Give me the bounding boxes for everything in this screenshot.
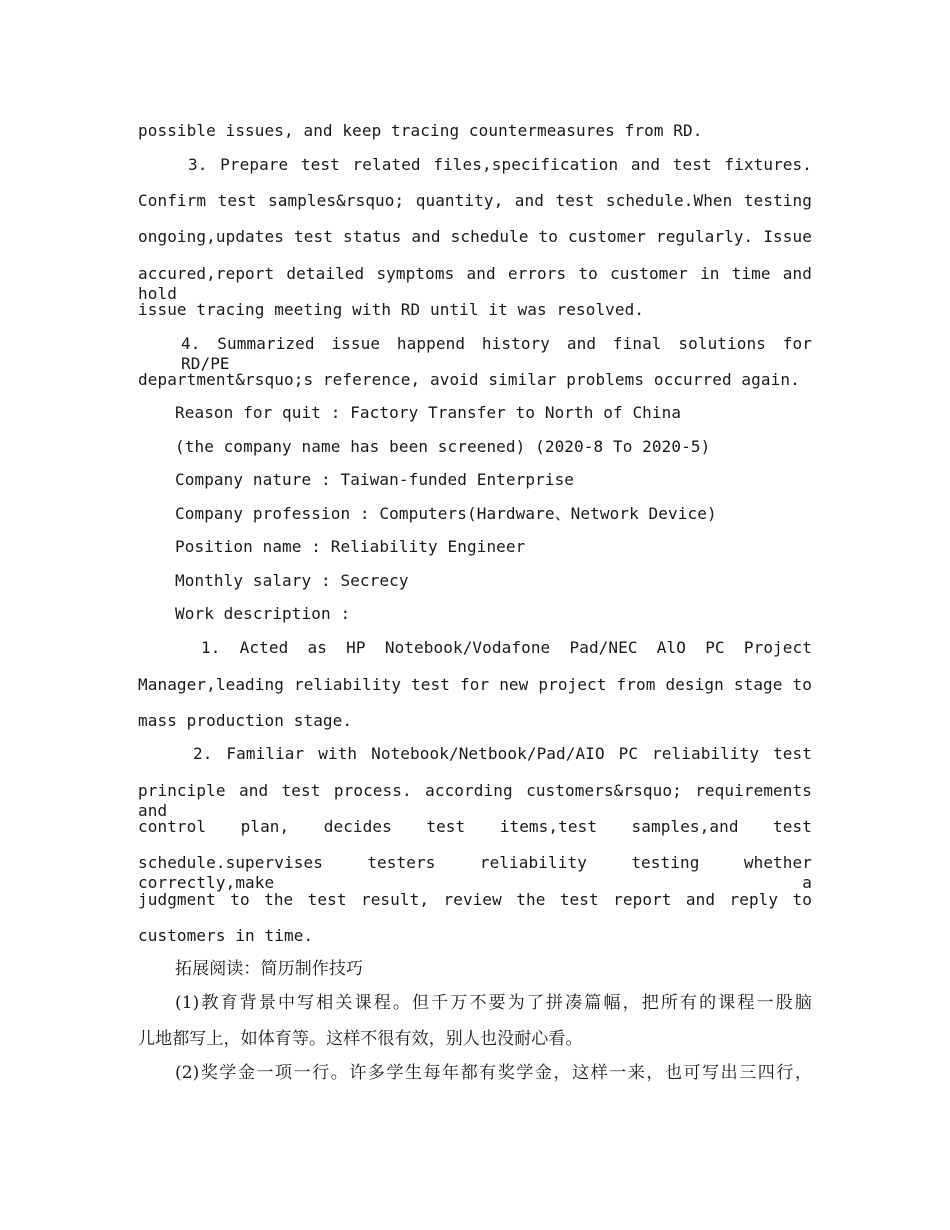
text-line: (the company name has been screened) (2020-8 To 2020-5) — [175, 437, 711, 456]
text-line: Reason for quit : Factory Transfer to North of China — [175, 403, 682, 422]
text-line: (1)教育背景中写相关课程。但千万不要为了拼凑篇幅，把所有的课程一股脑 — [175, 993, 812, 1013]
text-line: Company profession : Computers(Hardware、Network Device) — [175, 504, 717, 523]
text-line: Position name : Reliability Engineer — [175, 537, 526, 556]
text-line: Monthly salary : Secrecy — [175, 571, 409, 590]
text-line: Work description : — [175, 604, 351, 623]
text-line: (2)奖学金一项一行。许多学生每年都有奖学金，这样一来，也可写出三四行， — [175, 1063, 812, 1083]
text-line: judgment to the test result, review the test report and reply to — [138, 890, 812, 909]
text-line: 2. Familiar with Notebook/Netbook/Pad/AIO PC reliability test — [193, 744, 812, 763]
text-line: ongoing,updates test status and schedule to customer regularly. Issue — [138, 227, 812, 246]
text-line: customers in time. — [138, 926, 314, 945]
text-line: accured,report detailed symptoms and errors to customer in time and hold — [138, 264, 812, 303]
text-line: 1. Acted as HP Notebook/Vodafone Pad/NEC AlO PC Project — [201, 638, 812, 657]
text-line: control plan, decides test items,test samples,and test — [138, 817, 812, 836]
text-line: Confirm test samples&rsquo; quantity, and test schedule.When testing — [138, 191, 812, 210]
text-line: 4. Summarized issue happend history and final solutions for RD/PE — [181, 334, 812, 373]
text-line: Manager,leading reliability test for new project from design stage to — [138, 675, 812, 694]
text-line: 3. Prepare test related files,specification and test fixtures. — [188, 155, 812, 174]
text-line: 儿地都写上，如体育等。这样不很有效，别人也没耐心看。 — [138, 1029, 583, 1049]
text-line: possible issues, and keep tracing countermeasures from RD. — [138, 121, 703, 140]
section-heading: 拓展阅读：简历制作技巧 — [175, 959, 364, 979]
text-line: schedule.supervises testers reliability testing whether correctly,make a — [138, 853, 812, 892]
text-line: Company nature : Taiwan-funded Enterprise — [175, 470, 575, 489]
text-line: issue tracing meeting with RD until it was resolved. — [138, 300, 645, 319]
text-line: principle and test process. according customers&rsquo; requirements and — [138, 781, 812, 820]
text-line: mass production stage. — [138, 711, 353, 730]
text-line: department&rsquo;s reference, avoid similar problems occurred again. — [138, 370, 800, 389]
